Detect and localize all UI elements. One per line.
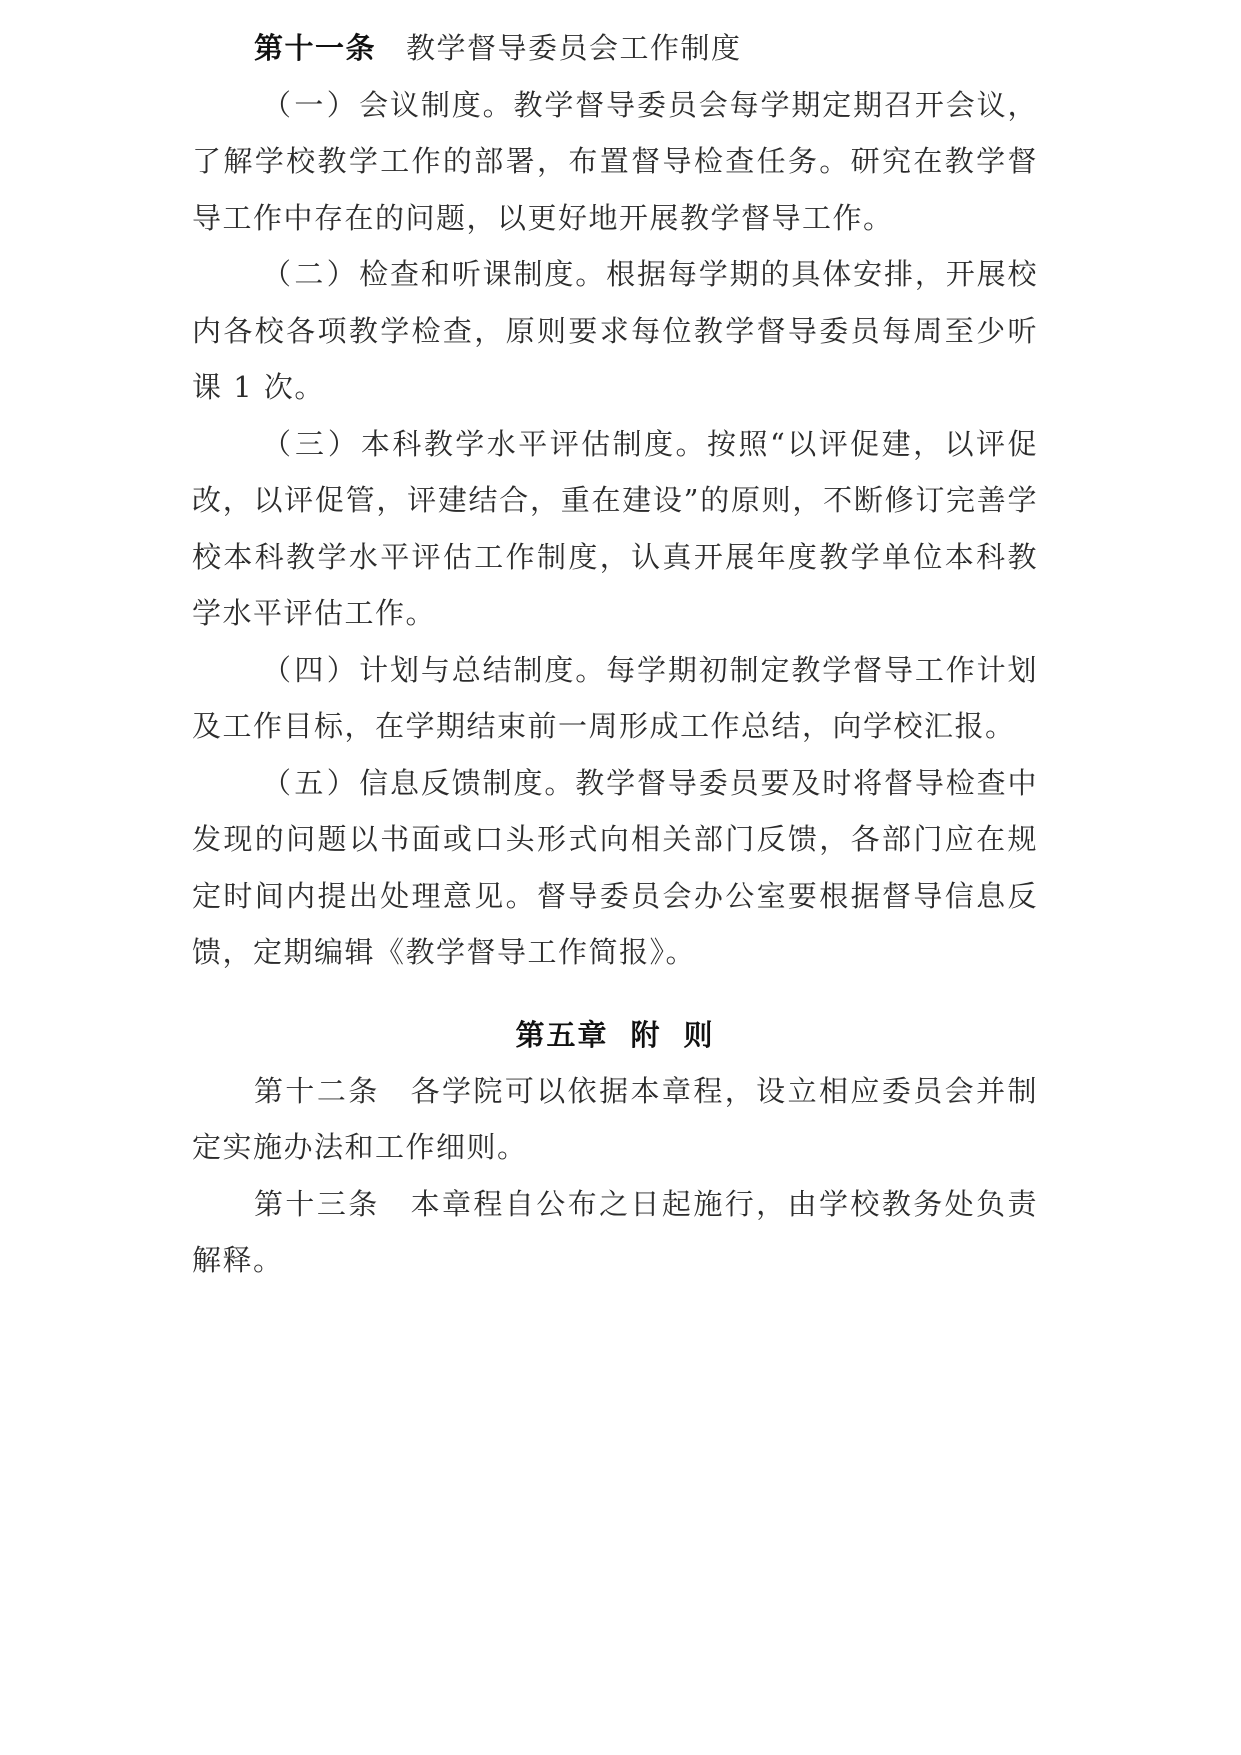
article-11-item-3 (192, 416, 1038, 642)
item-number: （二） (262, 257, 360, 291)
item-text: 检查和听课制度。根据每学期的具体安排，开展校内各校各项教学检查，原则要求每位教学督导委员每周至少听课 1 次。 (192, 257, 1038, 404)
article-13 (192, 1176, 1038, 1289)
chapter-title-word-2: 则 (683, 1017, 715, 1052)
article-11-heading (192, 20, 1038, 77)
article-11-item-2 (192, 246, 1038, 416)
chapter-number: 第五章 (515, 1017, 609, 1052)
item-text: 信息反馈制度。教学督导委员要及时将督导检查中发现的问题以书面或口头形式向相关部门反馈，各部门应在规定时间内提出处理意见。督导委员会办公室要根据督导信息反馈，定期编辑《教学督导工作简报》。 (192, 765, 1038, 969)
item-text: 本科教学水平评估制度。按照“以评促建，以评促改，以评促管，评建结合，重在建设”的原则，不断修订完善学校本科教学水平评估工作制度，认真开展年度教学单位本科教学水平评估工作。 (192, 426, 1038, 630)
document-page (192, 20, 1038, 1289)
item-number: （三） (262, 426, 361, 461)
item-number: （四） (262, 652, 360, 687)
item-number: （五） (262, 765, 360, 800)
chapter-5-heading (192, 1007, 1038, 1063)
item-text: 会议制度。教学督导委员会每学期定期召开会议，了解学校教学工作的部署，布置督导检查任务。研究在教学督导工作中存在的问题，以更好地开展教学督导工作。 (192, 87, 1038, 235)
article-12-label: 第十二条 (254, 1073, 380, 1108)
article-12 (192, 1063, 1038, 1176)
article-13-label: 第十三条 (254, 1186, 380, 1221)
article-13-text: 本章程自公布之日起施行，由学校教务处负责解释。 (192, 1186, 1038, 1277)
item-text: 计划与总结制度。每学期初制定教学督导工作计划及工作目标，在学期结束前一周形成工作总结，向学校汇报。 (192, 652, 1038, 743)
chapter-title-word-1: 附 (630, 1017, 662, 1052)
article-11-item-1 (192, 77, 1038, 247)
article-11-title: 教学督导委员会工作制度 (406, 31, 742, 65)
article-11-label: 第十一条 (254, 31, 377, 65)
article-11-item-4 (192, 642, 1038, 755)
article-11-item-5 (192, 755, 1038, 981)
item-number: （一） (262, 87, 360, 122)
article-12-text: 各学院可以依据本章程，设立相应委员会并制定实施办法和工作细则。 (192, 1073, 1038, 1164)
